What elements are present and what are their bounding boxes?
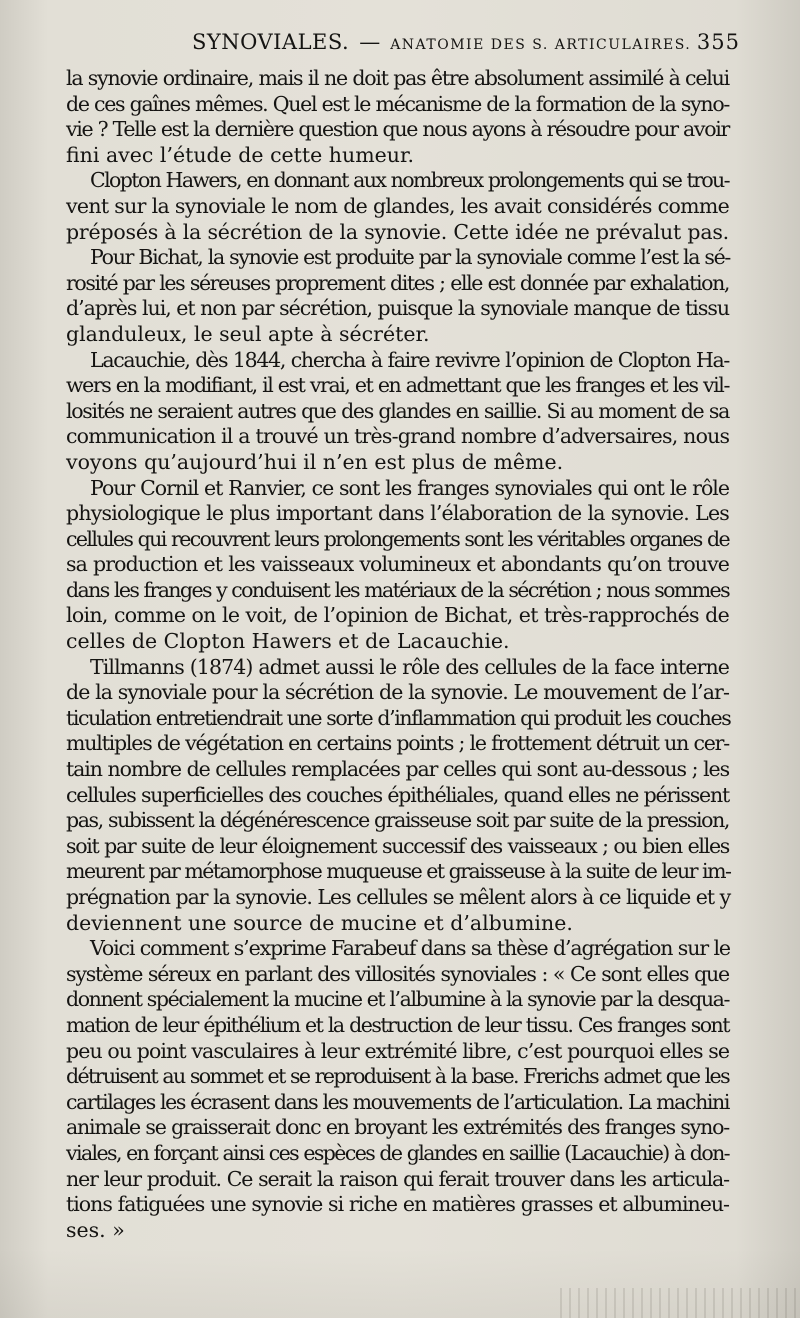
text-line: fini avec l’étude de cette humeur.	[66, 142, 415, 167]
text-line: d’après lui, et non par sécrétion, puisque la synoviale manque de tissu	[66, 296, 730, 321]
text-line: tions fatiguées une synovie si riche en matières grasses et albumineu-	[66, 1192, 729, 1217]
text-line: animale se graisserait donc en broyant les extrémités des franges syno-	[66, 1115, 729, 1140]
text-line: cartilages les écrasent dans les mouvements de l’articulation. La machini	[66, 1089, 729, 1114]
text-line: meurent par métamorphose muqueuse et graisseuse à la suite de leur im-	[66, 859, 731, 884]
text-line: voyons qu’aujourd’hui il n’en est plus de même.	[66, 449, 564, 474]
text-line: multiples de végétation en certains points ; le frottement détruit un cer-	[66, 731, 729, 756]
text-line: de la synoviale pour la sécrétion de la synovie. Le mouvement de l’ar-	[66, 680, 729, 705]
page-number: 355	[696, 30, 740, 54]
text-line: ner leur produit. Ce serait la raison qui ferait trouver dans les articula-	[66, 1166, 729, 1191]
text-line: système séreux en parlant des villosités synoviales : « Ce sont elles que	[66, 961, 729, 986]
text-line: glanduleux, le seul apte à sécréter.	[66, 321, 430, 346]
text-line: ses. »	[66, 1217, 125, 1242]
text-line: deviennent une source de mucine et d’albumine.	[66, 910, 573, 935]
running-head-chapter: ANATOMIE DES S. ARTICULAIRES.	[390, 37, 692, 53]
text-line: vent sur la synoviale le nom de glandes, les avait considérés comme	[66, 193, 729, 218]
paragraph-start-line: Pour Cornil et Ranvier, ce sont les franges synoviales qui ont le rôle	[90, 475, 729, 500]
text-line: pas, subissent la dégénérescence graisseuse soit par suite de la pression,	[66, 808, 729, 833]
text-line: wers en la modifiant, il est vrai, et en admettant que les franges et les vil-	[66, 373, 729, 398]
text-line: la synovie ordinaire, mais il ne doit pas être absolument assimilé à celui	[66, 66, 729, 90]
running-head-section: SYNOVIALES.	[192, 30, 350, 54]
paragraph-start-line: Lacauchie, dès 1844, chercha à faire revivre l’opinion de Clopton Ha-	[90, 347, 729, 372]
text-line: loin, comme on le voit, de l’opinion de Bichat, et très-rapprochés de	[66, 603, 729, 628]
text-line: viales, en forçant ainsi ces espèces de glandes en saillie (Lacauchie) à don-	[66, 1140, 729, 1165]
text-line: cellules qui recouvrent leurs prolongements sont les véritables organes de	[66, 526, 729, 551]
text-line: sa production et les vaisseaux volumineux et abondants qu’on trouve	[66, 552, 729, 577]
body-text	[66, 66, 729, 1243]
text-line: vie ? Telle est la dernière question que nous ayons à résoudre pour avoir	[66, 117, 729, 142]
text-line: de ces gaînes mêmes. Quel est le mécanisme de la formation de la syno-	[66, 91, 729, 116]
text-line: rosité par les séreuses proprement dites ; elle est donnée par exhalation,	[66, 270, 729, 295]
text-line: mation de leur épithélium et la destruction de leur tissu. Ces franges sont	[66, 1012, 729, 1037]
text-line: physiologique le plus important dans l’élaboration de la synovie. Les	[66, 501, 729, 526]
text-line: donnent spécialement la mucine et l’albumine à la synovie par la desqua-	[66, 987, 729, 1012]
text-line: prégnation par la synovie. Les cellules se mêlent alors à ce liquide et y	[66, 885, 731, 909]
paragraph-start-line: Pour Bichat, la synovie est produite par la synoviale comme l’est la sé-	[90, 245, 731, 270]
page-edge-marks	[560, 1288, 800, 1318]
text-line: cellules superficielles des couches épithéliales, quand elles ne périssent	[66, 782, 729, 807]
text-line: peu ou point vasculaires à leur extrémité libre, c’est pourquoi elles se	[66, 1038, 730, 1063]
text-line: préposés à la sécrétion de la synovie. Cette idée ne prévalut pas.	[66, 219, 729, 244]
text-line: ticulation entretiendrait une sorte d’inflammation qui produit les couches	[66, 705, 731, 730]
paragraph-start-line: Clopton Hawers, en donnant aux nombreux prolongements qui se trou-	[90, 168, 729, 193]
text-line: soit par suite de leur éloignement successif des vaisseaux ; ou bien elles	[66, 833, 729, 858]
running-head-dash: —	[359, 30, 381, 54]
text-line: losités ne seraient autres que des glandes en saillie. Si au moment de sa	[66, 398, 729, 423]
text-line: détruisent au sommet et se reproduisent à la base. Frerichs admet que les	[66, 1064, 729, 1089]
paragraph-start-line: Voici comment s’exprime Farabeuf dans sa thèse d’agrégation sur le	[90, 936, 730, 961]
paragraph-start-line: Tillmanns (1874) admet aussi le rôle des cellules de la face interne	[90, 654, 729, 679]
text-line: celles de Clopton Hawers et de Lacauchie.	[66, 629, 510, 654]
text-line: dans les franges y conduisent les matériaux de la sécrétion ; nous sommes	[66, 577, 729, 602]
text-line: communication il a trouvé un très-grand nombre d’adversaires, nous	[66, 424, 730, 449]
text-line: tain nombre de cellules remplacées par celles qui sont au-dessous ; les	[66, 757, 729, 782]
running-head	[66, 30, 740, 60]
